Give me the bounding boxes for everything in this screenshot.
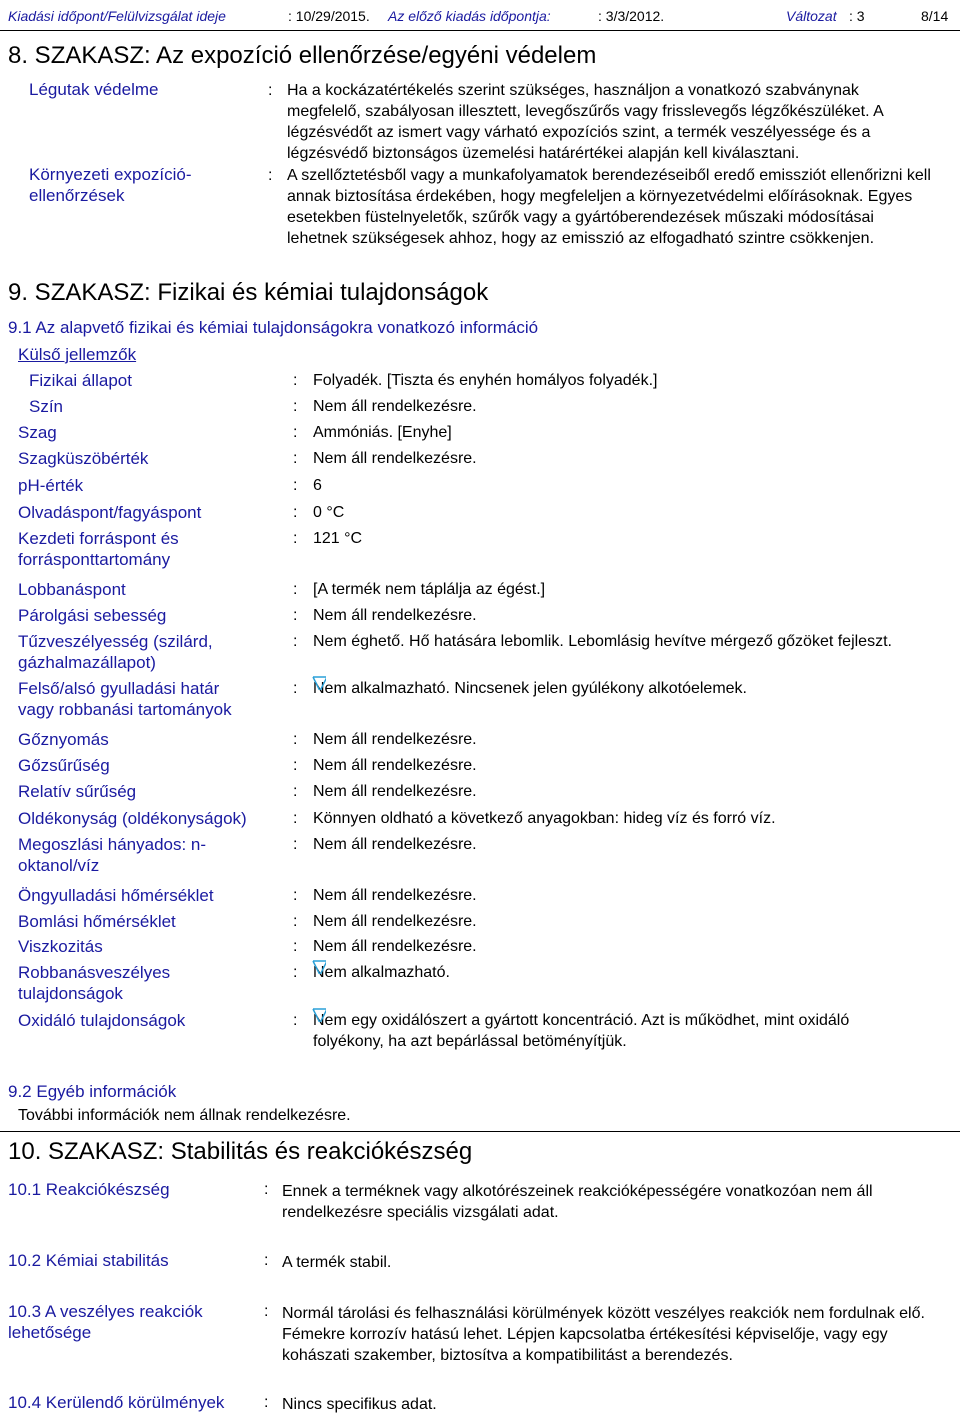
section-10-title: 10. SZAKASZ: Stabilitás és reakciókészség: [8, 1138, 473, 1165]
colon: :: [293, 607, 298, 624]
page-number: 8/14: [921, 8, 949, 24]
property-value: Könnyen oldható a következő anyagokban: hideg víz és forró víz.: [313, 810, 776, 827]
stability-text: Normál tárolási és felhasználási körülmények között veszélyes reakciók nem fordulnak elő. Fémekre korrozív hatású lehet. Lépjen kapcsolatba értékesítési képviselője, vagy egy kohászati szakember, biztosítva a kompatibilitást a berendezés.: [282, 1305, 925, 1364]
subsection-9-1-title: 9.1 Az alapvető fizikai és kémiai tulajdonságokra vonatkozó információ: [8, 318, 539, 337]
colon: :: [293, 810, 298, 827]
property-value: Nem áll rendelkezésre.: [313, 836, 477, 853]
property-label-line-2: gázhalmazállapot): [18, 653, 156, 672]
property-label: Olvadáspont/fagyáspont: [18, 503, 202, 522]
colon: :: [293, 504, 298, 521]
stability-text: Nincs specifikus adat.: [282, 1396, 437, 1413]
property-value: 6: [313, 477, 322, 494]
colon: :: [293, 450, 298, 467]
change-marker-icon: [312, 676, 326, 690]
property-label: Felső/alsó gyulladási határ: [18, 679, 220, 698]
colon: :: [293, 836, 298, 853]
stability-label: 10.3 A veszélyes reakciók: [8, 1302, 203, 1321]
colon: :: [293, 581, 298, 598]
colon: :: [293, 424, 298, 441]
property-value: Nem áll rendelkezésre.: [313, 783, 477, 800]
property-value: 0 °C: [313, 504, 345, 521]
property-value: Nem áll rendelkezésre.: [313, 450, 477, 467]
property-label: Párolgási sebesség: [18, 606, 167, 625]
section-10-divider: [0, 1131, 960, 1132]
property-label: Szagküszöbérték: [18, 449, 149, 468]
colon: :: [264, 1394, 269, 1411]
stability-label-line-2: lehetősége: [8, 1323, 92, 1342]
property-label: Szín: [29, 397, 64, 416]
property-value: Nem áll rendelkezésre.: [313, 607, 477, 624]
environmental-controls-label-2: ellenőrzések: [29, 186, 125, 205]
property-value: Nem áll rendelkezésre.: [313, 731, 477, 748]
property-value: Nem áll rendelkezésre.: [313, 398, 477, 415]
property-value: Nem alkalmazható. Nincsenek jelen gyúlékony alkotóelemek.: [313, 680, 747, 697]
other-information-text: További információk nem állnak rendelkezésre.: [18, 1107, 351, 1124]
property-label: Gőznyomás: [18, 730, 109, 749]
property-label: Kezdeti forráspont és: [18, 529, 179, 548]
stability-text: Ennek a terméknek vagy alkotórészeinek reakcióképességére vonatkozóan nem áll rendelkezésre speciális vizsgálati adat.: [282, 1183, 873, 1221]
property-label: Megoszlási hányados: n-: [18, 835, 207, 854]
colon: :: [293, 913, 298, 930]
stability-text: A termék stabil.: [282, 1254, 392, 1271]
property-label: Lobbanáspont: [18, 580, 126, 599]
colon: :: [293, 757, 298, 774]
property-label-line-2: tulajdonságok: [18, 984, 123, 1003]
colon: :: [293, 477, 298, 494]
property-value: Nem éghető. Hő hatására lebomlik. Lebomlásig hevítve mérgező gőzöket fejleszt.: [313, 633, 892, 650]
property-value-line-2: folyékony, ha azt bepárlással betöményítjük.: [313, 1033, 627, 1050]
colon: :: [268, 82, 273, 99]
property-value: Folyadék. [Tiszta és enyhén homályos folyadék.]: [313, 372, 658, 389]
colon: :: [293, 530, 298, 547]
previous-issue-value: : 3/3/2012.: [598, 8, 665, 24]
property-label: Fizikai állapot: [29, 371, 132, 390]
version-value: : 3: [849, 8, 865, 24]
property-value: Nem egy oxidálószert a gyártott koncentráció. Azt is működhet, mint oxidáló: [313, 1012, 850, 1029]
colon: :: [293, 783, 298, 800]
change-marker-icon: [312, 1008, 326, 1022]
environmental-controls-label-1: Környezeti expozíció-: [29, 165, 192, 184]
respiratory-protection-label: Légutak védelme: [29, 80, 159, 99]
colon: :: [264, 1181, 269, 1198]
colon: :: [293, 372, 298, 389]
property-label: Relatív sűrűség: [18, 782, 137, 801]
property-label: Oldékonyság (oldékonyságok): [18, 809, 247, 828]
appearance-heading: Külső jellemzők: [18, 345, 137, 364]
colon: :: [293, 887, 298, 904]
stability-label: 10.1 Reakciókészség: [8, 1180, 170, 1199]
colon: :: [264, 1303, 269, 1320]
previous-issue-label: Az előző kiadás időpontja:: [388, 8, 551, 24]
colon: :: [293, 938, 298, 955]
colon: :: [293, 680, 298, 697]
property-value: Nem áll rendelkezésre.: [313, 887, 477, 904]
colon: :: [293, 1012, 298, 1029]
colon: :: [264, 1252, 269, 1269]
property-value: Ammóniás. [Enyhe]: [313, 424, 452, 441]
change-marker-icon: [312, 960, 326, 974]
property-value: Nem áll rendelkezésre.: [313, 913, 477, 930]
respiratory-protection-text: Ha a kockázatértékelés szerint szükséges, használjon a vonatkozó szabványnak megfelelő, szabályosan illesztett, levegőszűrős vagy frisslevegős légzőkészüléket. A légzésvédőt az ismert vagy várható expozíciós szint, a termék veszélyessége és a légzésvédő biztonságos üzemelési határértékei alapján kell kiválasztani.: [287, 82, 883, 162]
header-divider: [0, 30, 960, 31]
colon: :: [268, 167, 273, 184]
stability-label: 10.2 Kémiai stabilitás: [8, 1251, 169, 1270]
property-value: Nem alkalmazható.: [313, 964, 450, 981]
property-label-line-2: vagy robbanási tartományok: [18, 700, 232, 719]
property-label: Szag: [18, 423, 57, 442]
property-label: Oxidáló tulajdonságok: [18, 1011, 186, 1030]
stability-label: 10.4 Kerülendő körülmények: [8, 1393, 225, 1412]
colon: :: [293, 964, 298, 981]
version-label: Változat: [786, 8, 837, 24]
property-value: Nem áll rendelkezésre.: [313, 757, 477, 774]
property-value: 121 °C: [313, 530, 363, 547]
property-label-line-2: oktanol/víz: [18, 856, 100, 875]
property-label: Tűzveszélyesség (szilárd,: [18, 632, 213, 651]
issue-date-value: : 10/29/2015.: [288, 8, 370, 24]
colon: :: [293, 633, 298, 650]
property-label: Gőzsűrűség: [18, 756, 110, 775]
section-9-title: 9. SZAKASZ: Fizikai és kémiai tulajdonságok: [8, 279, 489, 306]
property-label: Bomlási hőmérséklet: [18, 912, 176, 931]
section-8-title: 8. SZAKASZ: Az expozíció ellenőrzése/egyéni védelem: [8, 42, 597, 69]
property-label: Viszkozitás: [18, 937, 103, 956]
property-value: [A termék nem táplálja az égést.]: [313, 581, 546, 598]
property-value: Nem áll rendelkezésre.: [313, 938, 477, 955]
property-label: pH-érték: [18, 476, 84, 495]
issue-date-label: Kiadási időpont/Felülvizsgálat ideje: [8, 8, 226, 24]
property-label: Öngyulladási hőmérséklet: [18, 886, 214, 905]
colon: :: [293, 731, 298, 748]
subsection-9-2-title: 9.2 Egyéb információk: [8, 1082, 177, 1101]
environmental-controls-text: A szellőztetésből vagy a munkafolyamatok berendezéseiből eredő emissziót ellenőrizni kell annak biztosítása érdekében, hogy megfeleljen a környezetvédelmi előírásoknak. Egyes esetekben füstelnyeletők, szűrők vagy a gyártóberendezések műszaki módosításai lehetnek szükségesek ahhoz, hogy az emisszió az elfogadható szintre csökkenjen.: [287, 167, 931, 247]
property-label-line-2: forrásponttartomány: [18, 550, 171, 569]
property-label: Robbanásveszélyes: [18, 963, 171, 982]
colon: :: [293, 398, 298, 415]
